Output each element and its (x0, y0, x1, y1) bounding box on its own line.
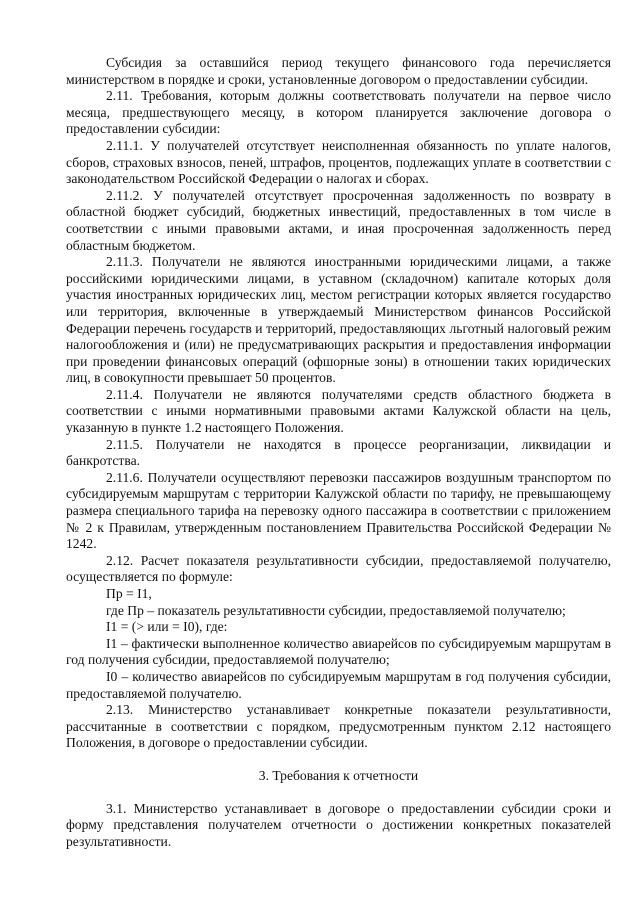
paragraph-2-11-1: 2.11.1. У получателей отсутствует неисполненная обязанность по уплате налогов, сборов, страховых взносов, пеней, штрафов, процентов, подлежащих уплате в соответствии с законодательством Российской Федерации о налогах и сборах. (66, 137, 611, 187)
formula-i1: I1 = (> или = I0), где: (106, 619, 228, 635)
paragraph-2-11-2: 2.11.2. У получателей отсутствует просроченная задолженность по возврату в областной бюджет субсидий, бюджетных инвестиций, предоставленных в том числе в соответствии с иными правовыми актами, и иная просроченная задолженность перед областным бюджетом. (66, 187, 611, 253)
definition-i1: I1 – фактически выполненное количество авиарейсов по субсидируемым маршрутам в год получения субсидии, предоставляемой получателю; (66, 635, 611, 668)
paragraph-2-12: 2.12. Расчет показателя результативности субсидии, предоставляемой получателю, осуществляется по формуле: (66, 552, 611, 585)
formula-pr: Пр = I1, (106, 586, 152, 601)
paragraph-2-11-3: 2.11.3. Получатели не являются иностранными юридическими лицами, а также российскими юридическими лицами, в уставном (складочном) капитале которых доля участия иностранных юридических лиц, местом регистрации которых является государство или территория, включенные в утверждаемый Министерством финансов Российской Федерации перечень государств и территорий, предоставляющих льготный налоговый режим налогообложения и (или) не предусматривающих раскрытия и предоставления информации при проведении финансовых операций (офшорные зоны) в отношении таких юридических лиц, в совокупности превышает 50 процентов. (66, 254, 611, 386)
formula-pr-definition: где Пр – показатель результативности субсидии, предоставляемой получателю; (106, 602, 566, 618)
paragraph-2-13: 2.13. Министерство устанавливает конкретные показатели результативности, рассчитанные в соответствии с порядком, предусмотренным пунктом 2.12 настоящего Положения, в договоре о предоставлении субсидии. (66, 702, 611, 751)
paragraph-3-1: 3.1. Министерство устанавливает в договоре о предоставлении субсидии сроки и форму представления получателем отчетности о достижении конкретных показателей результативности. (66, 800, 611, 849)
paragraph-subsidy-remaining: Субсидия за оставшийся период текущего финансового года перечисляется министерством в порядке и сроки, установленные договором о предоставлении субсидии. (66, 55, 611, 87)
paragraph-2-11: 2.11. Требования, которым должны соответствовать получатели на первое число месяца, предшествующего месяцу, в котором планируется заключение договора о предоставлении субсидии: (66, 88, 611, 137)
paragraph-2-11-5: 2.11.5. Получатели не находятся в процессе реорганизации, ликвидации и банкротства. (66, 436, 611, 469)
paragraph-2-11-6: 2.11.6. Получатели осуществляют перевозки пассажиров воздушным транспортом по субсидируемым маршрутам с территории Калужской области по тарифу, не превышающему размера специального тарифа на перевозку одного пассажира в соответствии с приложением № 2 к Правилам, утвержденным постановлением Правительства Российской Федерации № 1242. (66, 469, 611, 552)
paragraph-2-11-4: 2.11.4. Получатели не являются получателями средств областного бюджета в соответствии с иными нормативными правовыми актами Калужской области на цель, указанную в пункте 1.2 настоящего Положения. (66, 386, 611, 436)
definition-i0: I0 – количество авиарейсов по субсидируемым маршрутам в год получения субсидии, предоставляемой получателю. (66, 668, 611, 701)
document-body (66, 55, 611, 850)
section-3-title: 3. Требования к отчетности (258, 767, 419, 783)
